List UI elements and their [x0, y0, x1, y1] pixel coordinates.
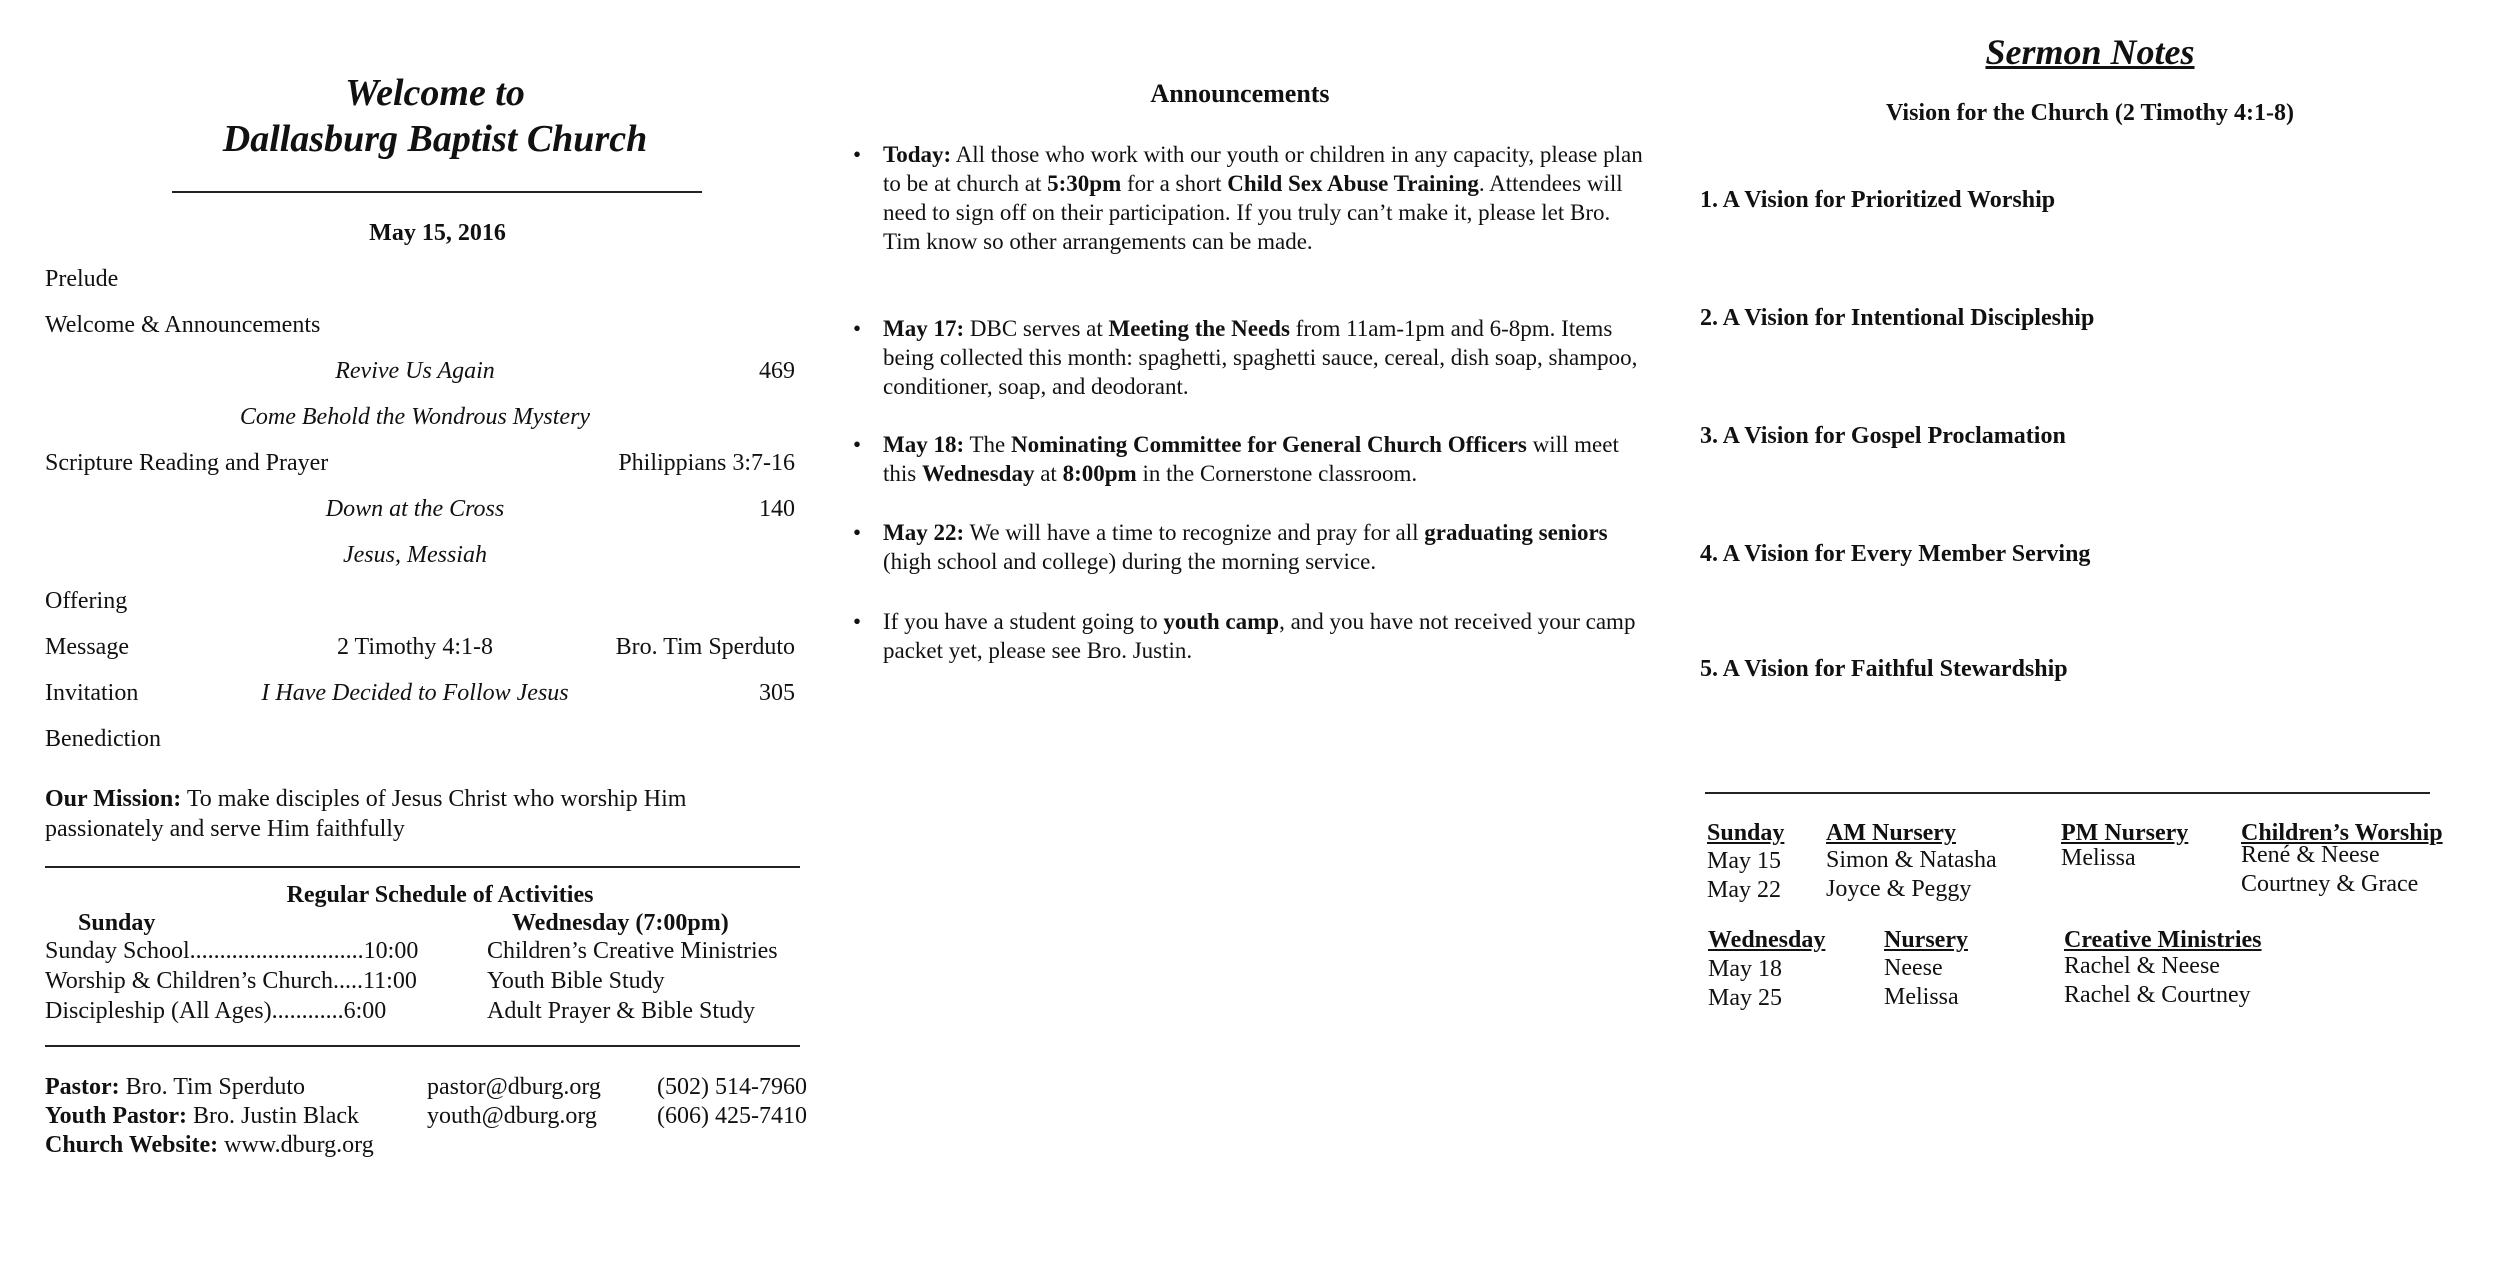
announcement-fragment: at	[1034, 461, 1063, 486]
website-label: Church Website:	[45, 1132, 219, 1158]
schedule-wednesday-header: Wednesday (7:00pm)	[512, 910, 729, 936]
bullet-icon: •	[853, 520, 862, 545]
order-middle: Jesus, Messiah	[343, 542, 487, 568]
sermon-subtitle: Vision for the Church (2 Timothy 4:1-8)	[1885, 100, 2295, 126]
creative-ministries-volunteer: Rachel & Courtney	[2064, 982, 2251, 1008]
announcements-title: Announcements	[1150, 79, 1330, 108]
announcement-fragment: graduating seniors	[1424, 520, 1608, 545]
nursery-wednesday-date: May 18	[1708, 956, 1782, 982]
contact-row	[45, 1101, 805, 1130]
announcement-fragment: for a short	[1121, 171, 1228, 196]
website-value: www.dburg.org	[218, 1132, 374, 1158]
announcement-fragment: 5:30pm	[1047, 171, 1122, 196]
schedule-sunday-list	[45, 936, 418, 1026]
sermon-point: 4. A Vision for Every Member Serving	[1700, 541, 2091, 567]
announcement-fragment: All those who work with our youth or children in any capacity, please plan to be at church at	[883, 142, 1643, 196]
creative-ministries-volunteer: Rachel & Neese	[2064, 953, 2220, 979]
contact-person	[45, 1101, 359, 1131]
announcement-item	[853, 518, 1643, 576]
announcement-fragment: Child Sex Abuse Training	[1227, 171, 1479, 196]
announcement-fragment: youth camp	[1163, 609, 1280, 634]
order-row	[45, 397, 795, 437]
announcement-fragment: May 22:	[883, 520, 965, 545]
order-middle: Revive Us Again	[335, 358, 495, 384]
welcome-title	[170, 70, 700, 162]
nursery-sunday-header: AM Nursery	[1826, 820, 1956, 846]
order-label: Welcome & Announcements	[45, 312, 321, 338]
announcement-text	[883, 518, 1643, 576]
contact-role: Pastor:	[45, 1074, 120, 1100]
contact-person	[45, 1072, 305, 1102]
order-middle: Down at the Cross	[325, 496, 505, 522]
schedule-wednesday-item: Adult Prayer & Bible Study	[487, 998, 755, 1024]
sermon-point: 1. A Vision for Prioritized Worship	[1700, 187, 2056, 213]
order-row	[45, 673, 795, 713]
announcement-text	[883, 314, 1643, 401]
schedule-title: Regular Schedule of Activities	[286, 882, 594, 908]
nursery-pm-volunteer: Melissa	[2061, 845, 2136, 871]
contact-name: Bro. Justin Black	[187, 1103, 359, 1129]
mission-line2: passionately and serve Him faithfully	[45, 816, 405, 842]
order-row	[45, 351, 795, 391]
church-website	[45, 1130, 374, 1160]
announcement-fragment: 8:00pm	[1062, 461, 1137, 486]
nursery-divider	[1705, 792, 2430, 794]
contact-role: Youth Pastor:	[45, 1103, 187, 1129]
schedule-sunday-header: Sunday	[78, 910, 156, 936]
order-label: Benediction	[45, 726, 161, 752]
order-right: Philippians 3:7-16	[618, 450, 795, 476]
announcement-fragment: from 11am-1pm and 6-8pm. Items being collected this month: spaghetti, spaghetti sauce, cereal, dish soap, shampoo, conditioner, soap, and deodorant.	[883, 316, 1638, 399]
schedule-wednesday-item: Children’s Creative Ministries	[487, 938, 778, 964]
order-row	[45, 627, 795, 667]
order-right: 469	[759, 358, 795, 384]
order-right: 305	[759, 680, 795, 706]
bulletin-date: May 15, 2016	[369, 220, 506, 246]
announcement-fragment: DBC serves at	[964, 316, 1109, 341]
schedule-wednesday-item: Youth Bible Study	[487, 968, 665, 994]
order-right: Bro. Tim Sperduto	[615, 634, 795, 660]
announcement-item	[853, 607, 1643, 665]
announcement-fragment: Today:	[883, 142, 952, 167]
bullet-icon: •	[853, 142, 862, 167]
mission-label: Our Mission:	[45, 786, 182, 812]
mission-line1: To make disciples of Jesus Christ who worship Him	[181, 786, 687, 812]
order-row	[45, 259, 795, 299]
announcement-fragment: will meet this	[883, 432, 1619, 486]
announcement-fragment: Nominating Committee for General Church Officers	[1010, 432, 1527, 457]
announcement-fragment: in the Cornerstone classroom.	[1136, 461, 1418, 486]
order-row	[45, 719, 795, 759]
announcement-text	[883, 607, 1643, 665]
schedule-sunday-item: Sunday School.............................10:00	[45, 938, 419, 964]
bullet-icon: •	[853, 316, 862, 341]
contact-phone: (502) 514-7960	[657, 1074, 807, 1100]
order-label: Prelude	[45, 266, 119, 292]
mission-statement	[45, 784, 815, 844]
sermon-title: Sermon Notes	[1985, 32, 2195, 72]
nursery-sunday-header: PM Nursery	[2061, 820, 2189, 846]
announcement-fragment: The	[964, 432, 1011, 457]
order-row	[45, 443, 795, 483]
announcement-fragment: Meeting the Needs	[1108, 316, 1290, 341]
contact-email: youth@dburg.org	[427, 1103, 597, 1129]
announcement-fragment: , and you have not received your camp packet yet, please see Bro. Justin.	[883, 609, 1636, 663]
announcement-fragment: We will have a time to recognize and pray for all	[964, 520, 1425, 545]
nursery-wednesday-date: May 25	[1708, 985, 1782, 1011]
sermon-point: 2. A Vision for Intentional Discipleship	[1700, 305, 2095, 331]
nursery-sunday-header: Sunday	[1707, 820, 1785, 846]
order-row	[45, 305, 795, 345]
announcement-fragment: . Attendees will need to sign off on their participation. If you truly can’t make it, please let Bro. Tim know so other arrangements can be made.	[883, 171, 1623, 254]
schedule-sunday-item: Worship & Children’s Church.....11:00	[45, 968, 417, 994]
contact-phone: (606) 425-7410	[657, 1103, 807, 1129]
order-row	[45, 489, 795, 529]
schedule-sunday-item: Discipleship (All Ages)............6:00	[45, 998, 387, 1024]
order-label: Message	[45, 634, 129, 660]
mission-divider	[45, 866, 800, 868]
title-divider	[172, 191, 702, 193]
welcome-title-line1: Welcome to	[345, 72, 525, 114]
bullet-icon: •	[853, 609, 862, 634]
sermon-point: 3. A Vision for Gospel Proclamation	[1700, 423, 2066, 449]
announcement-fragment: May 18:	[883, 432, 965, 457]
order-row	[45, 535, 795, 575]
welcome-title-line2: Dallasburg Baptist Church	[222, 118, 648, 160]
announcement-item	[853, 140, 1643, 256]
nursery-am-volunteer: Simon & Natasha	[1826, 847, 1997, 873]
nursery-wednesday-header: Wednesday	[1708, 927, 1826, 953]
nursery-wednesday-volunteer: Neese	[1884, 955, 1943, 981]
order-right: 140	[759, 496, 795, 522]
order-middle: I Have Decided to Follow Jesus	[261, 680, 569, 706]
childrens-worship-volunteer: Courtney & Grace	[2241, 871, 2419, 897]
nursery-am-volunteer: Joyce & Peggy	[1826, 876, 1972, 902]
announcement-item	[853, 314, 1643, 401]
announcement-item	[853, 430, 1643, 488]
announcement-text	[883, 430, 1643, 488]
order-middle: Come Behold the Wondrous Mystery	[239, 404, 591, 430]
schedule-wednesday-list	[487, 936, 778, 1026]
announcement-fragment: (high school and college) during the morning service.	[883, 549, 1377, 574]
nursery-sunday-date: May 22	[1707, 877, 1781, 903]
announcement-fragment: Wednesday	[921, 461, 1035, 486]
schedule-divider	[45, 1045, 800, 1047]
contact-email: pastor@dburg.org	[427, 1074, 601, 1100]
nursery-wednesday-volunteer: Melissa	[1884, 984, 1959, 1010]
announcement-fragment: If you have a student going to	[883, 609, 1164, 634]
order-row	[45, 581, 795, 621]
sermon-point: 5. A Vision for Faithful Stewardship	[1700, 656, 2068, 682]
order-label: Invitation	[45, 680, 139, 706]
contact-row	[45, 1072, 805, 1101]
nursery-sunday-date: May 15	[1707, 848, 1781, 874]
childrens-worship-volunteer: René & Neese	[2241, 842, 2380, 868]
order-label: Offering	[45, 588, 128, 614]
nursery-wednesday-header: Nursery	[1884, 927, 1968, 953]
bullet-icon: •	[853, 432, 862, 457]
order-label: Scripture Reading and Prayer	[45, 450, 329, 476]
nursery-wednesday-header: Creative Ministries	[2064, 927, 2262, 953]
announcement-fragment: May 17:	[883, 316, 965, 341]
announcement-text	[883, 140, 1643, 256]
order-middle: 2 Timothy 4:1-8	[336, 634, 494, 660]
contact-name: Bro. Tim Sperduto	[119, 1074, 306, 1100]
nursery-sunday-header: Children’s Worship	[2241, 820, 2443, 846]
